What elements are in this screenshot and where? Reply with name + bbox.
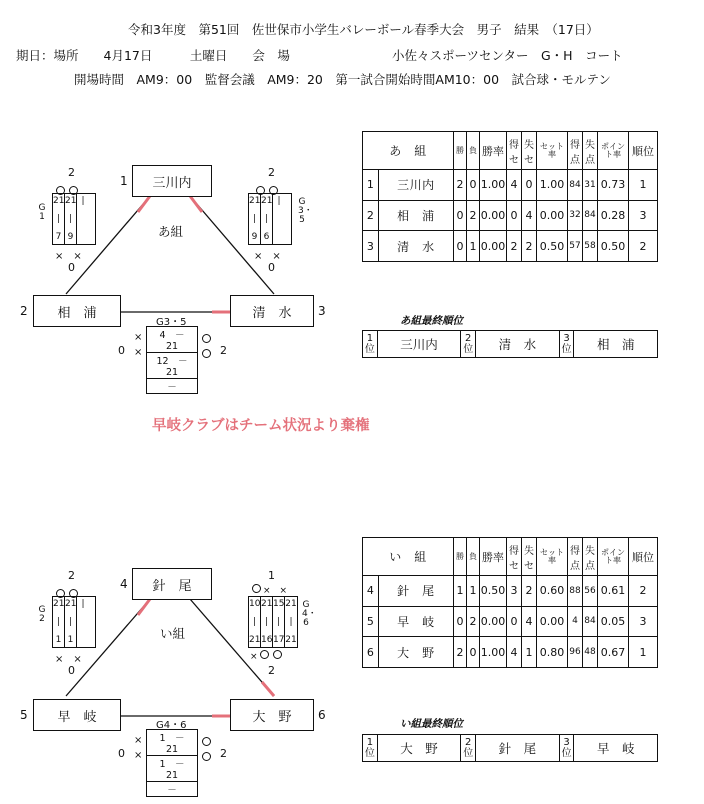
game-label: G 2: [38, 605, 46, 624]
rank-3-team: 相 浦: [596, 337, 635, 352]
match-top-num: 2: [68, 569, 75, 582]
team-name: 大 野: [252, 709, 292, 725]
final-caption-i: い組最終順位: [400, 718, 463, 730]
table-header: 順位: [629, 132, 658, 170]
score-table-bottom-i: 1 － 21 1 － 21 －: [146, 729, 198, 797]
game-label: G 1: [38, 203, 46, 222]
circle-marks: [200, 330, 213, 360]
team-box-3: [230, 295, 314, 327]
results-table-i: [362, 537, 658, 668]
team-box-1: [132, 165, 212, 197]
team-no-6: 6: [318, 708, 326, 722]
rank-3-team: 早 岐: [596, 741, 635, 756]
table-header: 失セ: [522, 538, 537, 576]
date-venue-line: 期日：場所 4月17日 土曜日 会 場: [16, 48, 290, 63]
page-title: 令和3年度 第51回 佐世保市小学生バレーボール春季大会 男子 結果 （17日）: [128, 22, 599, 37]
cross-marks: × ×: [254, 251, 281, 262]
rank-1-team: 大 野: [378, 735, 462, 761]
match-bottom-num: 0: [268, 261, 275, 274]
result-marks: × ×: [250, 583, 287, 596]
table-header: 得点: [568, 538, 583, 576]
rank-1-team: 三川内: [378, 331, 462, 357]
table-header: 得セ: [507, 132, 522, 170]
team-no-5: 5: [20, 708, 28, 722]
rank-2-team: 清 水: [476, 331, 560, 357]
team-name: 針 尾: [152, 578, 192, 594]
table-header: セット率: [537, 132, 568, 170]
match-left-num: 0: [118, 747, 125, 760]
final-ranking-i: [362, 734, 658, 762]
team-name: 早 岐: [57, 709, 97, 725]
table-header: 負: [467, 132, 480, 170]
match-top-num: 1: [268, 569, 275, 582]
table-row: 4 針 尾 1 1 0.50 3 2 0.60 88 56 0.61 2: [363, 576, 658, 607]
rank-1: 1 位: [363, 331, 378, 357]
final-ranking-a: [362, 330, 658, 358]
table-header: 勝率: [480, 132, 507, 170]
table-header: 勝: [454, 538, 467, 576]
table-header: い 組: [363, 538, 454, 576]
team-box-2: [33, 295, 121, 327]
team-no-1: 1: [120, 174, 128, 188]
rank-2: 2 位: [461, 331, 476, 357]
withdrawal-notice: 早岐クラブはチーム状況より棄権: [152, 418, 370, 434]
table-row: 1 三川内 2 0 1.00 4 0 1.00 84 31 0.73 1: [363, 170, 658, 201]
table-header: 勝率: [480, 538, 507, 576]
match-bottom-num: 0: [68, 261, 75, 274]
match-top-num: 2: [268, 166, 275, 179]
team-name: 三川内: [152, 175, 192, 191]
result-marks: ×: [250, 650, 284, 662]
team-box-5: [33, 699, 121, 731]
team-no-3: 3: [318, 304, 326, 318]
match-bottom-num: 0: [68, 664, 75, 677]
venue-name: 小佐々スポーツセンター G・H コート: [392, 48, 623, 63]
schedule-line: 開場時間 AM9：00 監督会議 AM9：20 第一試合開始時間AM10：00 試合球・モルテン: [74, 72, 611, 87]
table-header: あ 組: [363, 132, 454, 170]
table-header: セット率: [537, 538, 568, 576]
score-grid-left-a: 21 | 7 21 | 9 |: [52, 193, 96, 245]
group-label-i: い組: [160, 626, 186, 641]
table-header: ポイント率: [598, 538, 629, 576]
match-top-num: 2: [68, 166, 75, 179]
cross-marks: × ×: [134, 735, 143, 761]
match-right-num: 2: [220, 747, 227, 760]
score-grid-left-i: 21 | 1 21 | 1 |: [52, 596, 96, 648]
score-table-bottom-a: 4 － 21 12 － 21 －: [146, 326, 198, 394]
team-no-2: 2: [20, 304, 28, 318]
circle-marks: [200, 733, 213, 763]
match-right-num: 2: [220, 344, 227, 357]
game-label: G 3・ 5: [298, 197, 313, 225]
cross-marks: × ×: [134, 332, 143, 358]
table-header: 得セ: [507, 538, 522, 576]
match-left-num: 0: [118, 344, 125, 357]
group-label-a: あ組: [158, 224, 184, 239]
table-row: 6 大 野 2 0 1.00 4 1 0.80 96 48 0.67 1: [363, 637, 658, 668]
team-no-4: 4: [120, 577, 128, 591]
rank-3: 3 位: [560, 735, 575, 761]
table-header: 負: [467, 538, 480, 576]
table-header: 順位: [629, 538, 658, 576]
game-label: G 4・ 6: [302, 600, 317, 628]
table-header: ポイント率: [598, 132, 629, 170]
game-label: G4・6: [156, 720, 187, 731]
final-caption-a: あ組最終順位: [400, 315, 463, 327]
rank-1: 1 位: [363, 735, 378, 761]
team-box-6: [230, 699, 314, 731]
score-grid-right-a: 21 | 9 21 | 6 |: [248, 193, 292, 245]
table-header: 失点: [583, 538, 598, 576]
table-header: 失セ: [522, 132, 537, 170]
table-header: 失点: [583, 132, 598, 170]
table-header: 勝: [454, 132, 467, 170]
team-box-4: [132, 568, 212, 600]
match-bottom-num: 2: [268, 664, 275, 677]
game-label: G3・5: [156, 317, 187, 328]
table-row: 2 相 浦 0 2 0.00 0 4 0.00 32 84 0.28 3: [363, 200, 658, 231]
team-name: 清 水: [252, 305, 292, 321]
table-header: 得点: [568, 132, 583, 170]
rank-3: 3 位: [560, 331, 575, 357]
rank-2-team: 針 尾: [476, 735, 560, 761]
score-grid-right-i: 10 | 21 21 | 16 15 | 17 21 | 21: [248, 596, 298, 648]
table-row: 5 早 岐 0 2 0.00 0 4 0.00 4 84 0.05 3: [363, 606, 658, 637]
team-name: 相 浦: [57, 305, 97, 321]
results-table-a: [362, 131, 658, 262]
rank-2: 2 位: [461, 735, 476, 761]
cross-marks: × ×: [55, 251, 82, 262]
cross-marks: × ×: [55, 654, 82, 665]
table-row: 3 清 水 0 1 0.00 2 2 0.50 57 58 0.50 2: [363, 231, 658, 262]
